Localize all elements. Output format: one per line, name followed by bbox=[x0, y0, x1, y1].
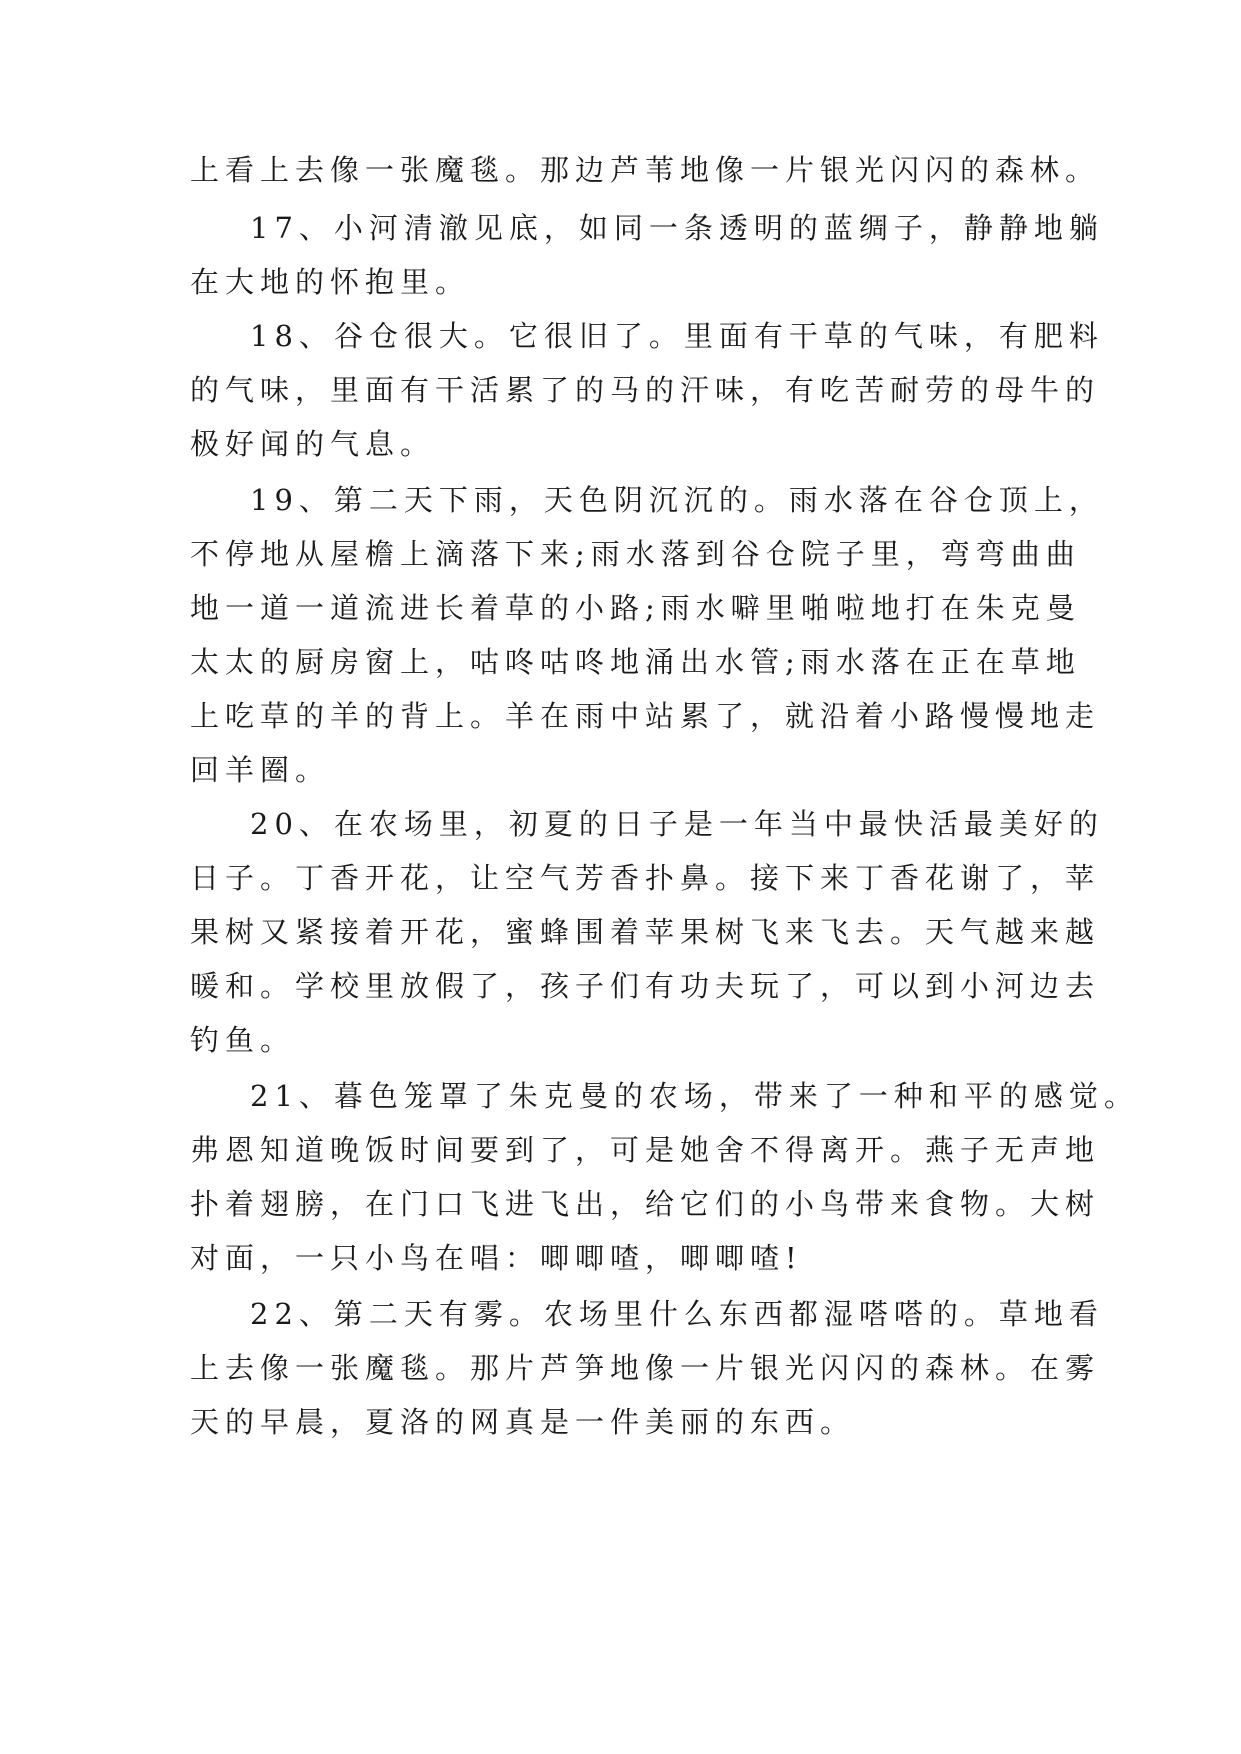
paragraph-19-start: 19、第二天下雨，天色阴沉沉的。雨水落在谷仓顶上， bbox=[250, 483, 1104, 517]
text-line: 极好闻的气息。 bbox=[190, 427, 436, 461]
paragraph-18-start: 18、谷仓很大。它很旧了。里面有干草的气味，有肥料 bbox=[250, 319, 1104, 353]
text-line: 扑着翅膀，在门口飞进飞出，给它们的小鸟带来食物。大树 bbox=[190, 1187, 1101, 1221]
text-line: 钓鱼。 bbox=[190, 1023, 296, 1057]
text-line: 对面，一只小鸟在唱：唧唧喳，唧唧喳! bbox=[190, 1241, 803, 1275]
text-line: 上看上去像一张魔毯。那边芦苇地像一片银光闪闪的森林。 bbox=[190, 153, 1101, 187]
paragraph-17-start: 17、小河清澈见底，如同一条透明的蓝绸子，静静地躺 bbox=[250, 211, 1104, 245]
text-line: 回羊圈。 bbox=[190, 753, 331, 787]
text-line: 太太的厨房窗上，咕咚咕咚地涌出水管;雨水落在正在草地 bbox=[190, 645, 1081, 679]
text-line: 不停地从屋檐上滴落下来;雨水落到谷仓院子里，弯弯曲曲 bbox=[190, 537, 1081, 571]
text-line: 的气味，里面有干活累了的马的汗味，有吃苦耐劳的母牛的 bbox=[190, 373, 1101, 407]
text-line: 地一道一道流进长着草的小路;雨水噼里啪啦地打在朱克曼 bbox=[190, 591, 1081, 625]
text-line: 在大地的怀抱里。 bbox=[190, 265, 471, 299]
paragraph-20-start: 20、在农场里，初夏的日子是一年当中最快活最美好的 bbox=[250, 807, 1104, 841]
paragraph-21-start: 21、暮色笼罩了朱克曼的农场，带来了一种和平的感觉。 bbox=[250, 1079, 1139, 1113]
paragraph-22-start: 22、第二天有雾。农场里什么东西都湿嗒嗒的。草地看 bbox=[250, 1297, 1104, 1331]
text-line: 弗恩知道晚饭时间要到了，可是她舍不得离开。燕子无声地 bbox=[190, 1133, 1101, 1167]
text-line: 上吃草的羊的背上。羊在雨中站累了，就沿着小路慢慢地走 bbox=[190, 699, 1101, 733]
text-line: 上去像一张魔毯。那片芦笋地像一片银光闪闪的森林。在雾 bbox=[190, 1351, 1101, 1385]
text-line: 天的早晨，夏洛的网真是一件美丽的东西。 bbox=[190, 1405, 856, 1439]
text-line: 暖和。学校里放假了，孩子们有功夫玩了，可以到小河边去 bbox=[190, 969, 1101, 1003]
text-line: 果树又紧接着开花，蜜蜂围着苹果树飞来飞去。天气越来越 bbox=[190, 915, 1101, 949]
text-line: 日子。丁香开花，让空气芳香扑鼻。接下来丁香花谢了，苹 bbox=[190, 861, 1101, 895]
